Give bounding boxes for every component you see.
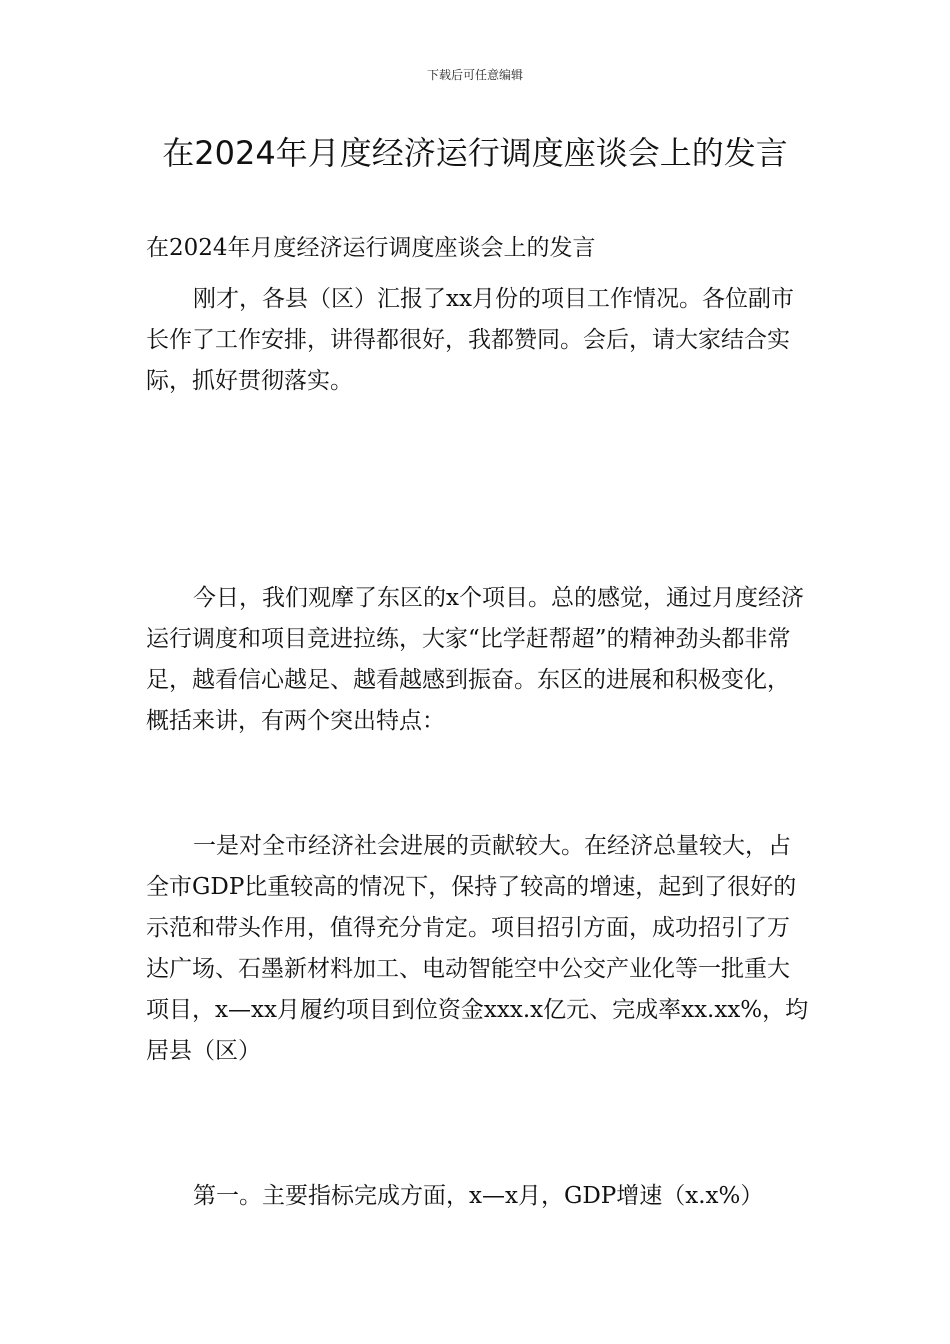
paragraph-1: 刚才，各县（区）汇报了xx月份的项目工作情况。各位副市长作了工作安排，讲得都很好，我都赞同。会后，请大家结合实际，抓好贯彻落实。	[146, 286, 794, 394]
paragraph-3: 一是对全市经济社会进展的贡献较大。在经济总量较大，占全市GDP比重较高的情况下，保持了较高的增速，起到了很好的示范和带头作用，值得充分肯定。项目招引方面，成功招引了万达广场、石墨新材料加工、电动智能空中公交产业化等一批重大项目，x—xx月履约项目到位资金xxx.x亿元、完成率xx.xx%，均居县（区）	[146, 833, 809, 1064]
paragraph-4: 第一。主要指标完成方面，x—x月，GDP增速（x.x%）	[193, 1183, 764, 1209]
page-header-note: 下载后可任意编辑	[426, 68, 523, 82]
document-subtitle: 在2024年月度经济运行调度座谈会上的发言	[146, 235, 596, 261]
document-title: 在2024年月度经济运行调度座谈会上的发言	[162, 134, 788, 172]
paragraph-2: 今日，我们观摩了东区的x个项目。总的感觉，通过月度经济运行调度和项目竞进拉练，大家“比学赶帮超”的精神劲头都非常足，越看信心越足、越看越感到振奋。东区的进展和积极变化，概括来讲，有两个突出特点：	[146, 585, 804, 734]
